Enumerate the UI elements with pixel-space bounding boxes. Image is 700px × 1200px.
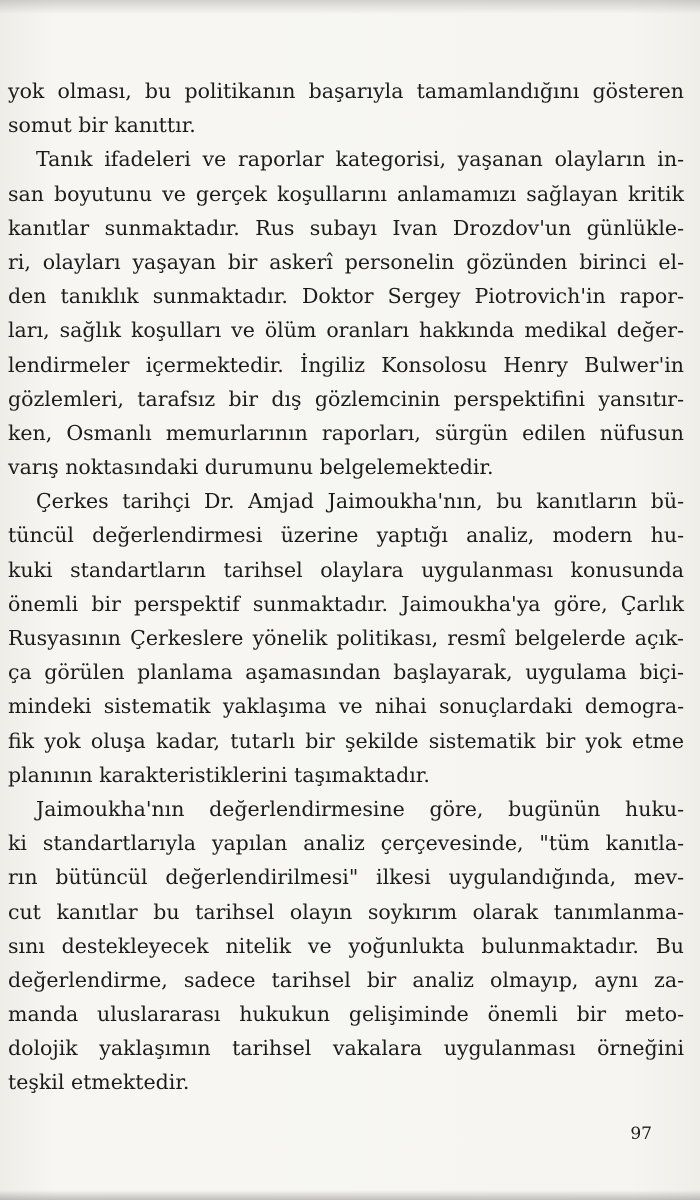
text-line: önemli bir perspektif sunmaktadır. Jaimoukha'ya göre, Çarlık: [8, 591, 684, 616]
text-line: planının karakteristiklerini taşımaktadır.: [8, 762, 430, 787]
text-line: Çerkes tarihçi Dr. Amjad Jaimoukha'nın, bu kanıtların bü-: [36, 489, 684, 514]
paragraph: [8, 484, 684, 792]
text-line: cut kanıtlar bu tarihsel olayın soykırım olarak tanımlanma-: [8, 899, 684, 924]
page-number: 97: [630, 1124, 652, 1144]
text-line: gözlemleri, tarafsız bir dış gözlemcinin perspektifini yansıtır-: [8, 386, 684, 411]
text-line: manda uluslararası hukukun gelişiminde önemli bir meto-: [8, 1002, 684, 1027]
text-line: değerlendirme, sadece tarihsel bir analiz olmayıp, aynı za-: [8, 967, 684, 992]
text-line: ları, sağlık koşulları ve ölüm oranları hakkında medikal değer-: [8, 318, 684, 343]
text-line: lendirmeler içermektedir. İngiliz Konsolosu Henry Bulwer'in: [8, 352, 684, 377]
text-line: somut bir kanıttır.: [8, 113, 196, 138]
paragraph: [8, 74, 684, 142]
text-line: Rusyasının Çerkeslere yönelik politikası, resmî belgelerde açık-: [8, 626, 684, 650]
page-bottom-edge: [0, 1190, 700, 1200]
text-line: mindeki sistematik yaklaşıma ve nihai sonuçlardaki demogra-: [8, 694, 684, 719]
page-top-shadow: [0, 0, 700, 14]
text-line: yok olması, bu politikanın başarıyla tamamlandığını gösteren: [8, 79, 684, 103]
text-line: fik yok oluşa kadar, tutarlı bir şekilde sistematik bir yok etme: [8, 728, 684, 753]
text-line: san boyutunu ve gerçek koşullarını anlamamızı sağlayan kritik: [8, 181, 684, 206]
text-line: dolojik yaklaşımın tarihsel vakalara uygulanması örneğini: [8, 1036, 684, 1061]
text-line: sını destekleyecek nitelik ve yoğunlukta bulunmaktadır. Bu: [8, 933, 684, 958]
text-line: Jaimoukha'nın değerlendirmesine göre, bugünün huku-: [36, 796, 684, 821]
text-line: varış noktasındaki durumunu belgelemektedir.: [8, 455, 494, 480]
text-line: teşkil etmektedir.: [8, 1070, 190, 1095]
body-text: [8, 74, 684, 1100]
text-line: ça görülen planlama aşamasından başlayarak, uygulama biçi-: [8, 660, 684, 685]
text-line: ri, olayları yaşayan bir askerî personelin gözünden birinci el-: [8, 249, 684, 274]
text-line: kuki standartların tarihsel olaylara uygulanması konusunda: [8, 557, 684, 582]
text-line: kanıtlar sunmaktadır. Rus subayı Ivan Drozdov'un günlükle-: [8, 215, 684, 240]
text-line: den tanıklık sunmaktadır. Doktor Sergey Piotrovich'in rapor-: [8, 284, 684, 309]
text-line: Tanık ifadeleri ve raporlar kategorisi, yaşanan olayların in-: [36, 147, 684, 172]
text-line: ken, Osmanlı memurlarının raporları, sürgün edilen nüfusun: [8, 420, 684, 445]
paragraph: [8, 792, 684, 1100]
paragraph: [8, 142, 684, 484]
text-line: ki standartlarıyla yapılan analiz çerçevesinde, "tüm kanıtla-: [8, 831, 684, 856]
text-line: tüncül değerlendirmesi üzerine yaptığı analiz, modern hu-: [8, 523, 684, 548]
text-line: rın bütüncül değerlendirilmesi" ilkesi uygulandığında, mev-: [8, 865, 684, 890]
